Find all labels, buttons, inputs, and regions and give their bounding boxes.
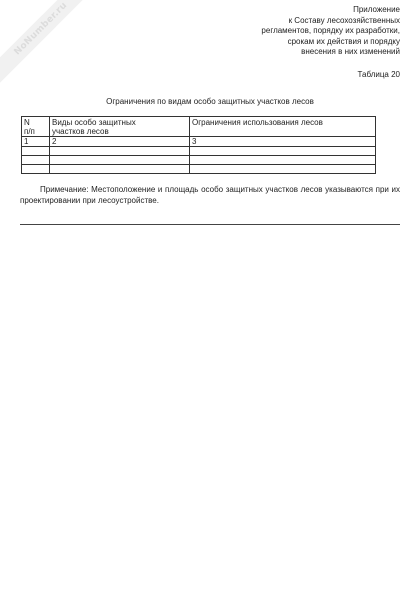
numbering-cell: 1 (22, 137, 50, 147)
table-cell (22, 156, 50, 165)
table-title: Ограничения по видам особо защитных участков лесов (106, 97, 314, 106)
restrictions-table (21, 116, 376, 174)
appendix-line: к Составу лесохозяйственных (288, 15, 400, 25)
table-row (22, 165, 376, 174)
table-numbering-row (22, 137, 376, 147)
table-number: Таблица 20 (357, 70, 400, 79)
appendix-line: срокам их действия и порядку (287, 36, 400, 46)
table-cell (50, 147, 190, 156)
table-cell (22, 147, 50, 156)
watermark-text: NoNumber.ru (12, 0, 70, 58)
table-header-row (22, 117, 376, 137)
table-cell (22, 165, 50, 174)
table-note: Примечание: Местоположение и площадь особо защитных участков лесов указываются при их проектировании при лесоустройстве. (20, 185, 400, 205)
appendix-line: регламентов, порядку их разработки, (261, 26, 400, 35)
numbering-cell: 3 (190, 137, 376, 147)
table-cell (50, 165, 190, 174)
numbering-cell: 2 (50, 137, 190, 147)
header-cell-plot-types: Виды особо защитных участков лесов (50, 117, 190, 137)
watermark-ribbon (0, 0, 100, 88)
table-cell (190, 156, 376, 165)
table-row (22, 156, 376, 165)
header-cell-restrictions: Ограничения использования лесов (190, 117, 376, 137)
table-cell (190, 165, 376, 174)
appendix-line: Приложение (353, 5, 400, 14)
table-cell (190, 147, 376, 156)
appendix-line: внесения в них изменений (301, 47, 400, 56)
table-cell (50, 156, 190, 165)
appendix-header (180, 5, 400, 58)
header-cell-number: N п/п (22, 117, 50, 137)
table-row (22, 147, 376, 156)
bottom-divider (20, 224, 400, 225)
